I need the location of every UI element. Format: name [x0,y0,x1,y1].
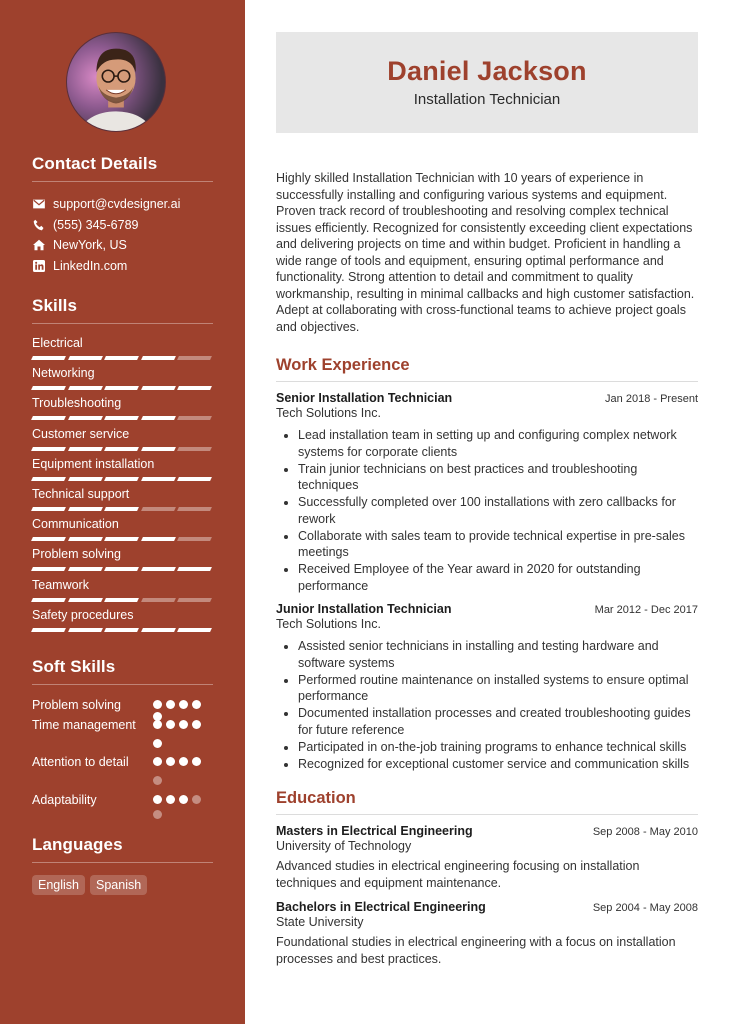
job-dates: Mar 2012 - Dec 2017 [594,604,698,616]
skill-segment-filled [31,386,65,390]
skill-name: Electrical [32,336,83,350]
soft-skill-name: Adaptability [32,793,97,807]
contact-phone-text: (555) 345-6789 [53,217,139,232]
rating-dot-filled [179,795,188,804]
rating-dot-filled [192,757,201,766]
rating-dot-empty [192,795,201,804]
job-bullet: • Assisted senior technicians in installing and testing hardware and software systems [298,638,698,671]
skill-segment-filled [177,628,211,632]
skill-level-bar [32,507,213,511]
header-box [276,32,698,133]
skill-segment-empty [177,416,211,420]
skill-name: Teamwork [32,577,89,592]
skill-segment-filled [68,416,102,420]
job-bullet: • Collaborate with sales team to provide technical expertise in pre-sales meetings [298,528,698,561]
skill-segment-filled [104,628,138,632]
education-list [276,824,698,967]
skill-segment-filled [104,598,138,602]
skill-segment-filled [68,628,102,632]
skill-name: Problem solving [32,547,121,562]
job-entry [276,391,698,594]
skill-level-bar [32,477,213,481]
skill-segment-filled [177,567,211,571]
job-company: Tech Solutions Inc. [276,406,381,420]
soft-skill-item [32,697,213,717]
contact-linkedin-text: LinkedIn.com [53,258,128,273]
contact-location-text: NewYork, US [53,238,127,253]
soft-skills-list [32,697,213,822]
rating-dot-filled [153,700,162,709]
rating-dot-filled [179,720,188,729]
rating-dot-filled [153,795,162,804]
skill-segment-filled [68,356,102,360]
soft-skill-rating [153,717,213,754]
school: University of Technology [276,839,412,853]
skills-title: Skills [32,296,213,324]
skill-segment-empty [177,447,211,451]
skill-level-bar [32,567,213,571]
rating-dot-filled [153,720,162,729]
job-header [276,391,698,405]
skill-segment-filled [141,537,175,541]
language-pill: Spanish [90,875,147,895]
job-entry [276,602,698,772]
job-title: Installation Technician [413,91,561,108]
skill-segment-filled [68,537,102,541]
skill-segment-filled [141,567,175,571]
skill-item [32,608,213,638]
soft-skill-rating [153,754,213,792]
skill-segment-filled [104,537,138,541]
linkedin-icon [32,259,46,273]
skill-segment-filled [177,477,211,481]
skill-segment-filled [104,477,138,481]
skill-segment-filled [68,598,102,602]
skill-segment-filled [31,447,65,451]
rating-dot-empty [153,776,162,785]
soft-skill-name: Attention to detail [32,755,129,769]
skill-segment-filled [68,386,102,390]
skill-item [32,547,213,577]
contact-email-text: support@cvdesigner.ai [53,197,181,212]
contact-linkedin[interactable] [32,256,213,277]
languages-list [32,875,213,895]
skill-segment-filled [68,507,102,511]
education-description: Advanced studies in electrical engineering focusing on installation techniques and equipment maintenance. [276,859,640,890]
rating-dot-filled [153,739,162,748]
soft-skill-name: Time management [32,718,136,732]
rating-dot-filled [166,700,175,709]
soft-skill-item [32,717,213,754]
skill-segment-filled [141,416,175,420]
skill-name: Communication [32,517,119,532]
skill-level-bar [32,537,213,541]
job-dates: Jan 2018 - Present [605,393,698,405]
contact-location [32,235,213,256]
skill-segment-filled [104,416,138,420]
skill-segment-empty [177,356,211,360]
rating-dot-filled [166,720,175,729]
job-bullet: • Performed routine maintenance on installed systems to ensure optimal performance [298,672,698,705]
skill-segment-filled [31,628,65,632]
rating-dot-filled [179,757,188,766]
skill-segment-filled [31,567,65,571]
degree: Bachelors in Electrical Engineering [276,900,486,914]
job-bullets [276,427,698,594]
skills-section [32,296,213,638]
soft-skills-section [32,657,213,822]
skills-list [32,336,213,638]
rating-dot-filled [192,720,201,729]
skill-level-bar [32,628,213,632]
skill-segment-filled [31,356,65,360]
soft-skill-rating [153,792,213,822]
avatar [66,32,166,132]
profile-photo-icon [67,33,165,131]
skill-segment-filled [68,567,102,571]
job-bullets [276,638,698,772]
job-header [276,602,698,616]
skill-segment-filled [68,447,102,451]
skill-name: Troubleshooting [32,396,122,411]
soft-skill-name: Problem solving [32,698,121,712]
soft-skill-item [32,792,213,822]
skill-segment-filled [104,447,138,451]
skill-name: Customer service [32,426,130,441]
rating-dot-filled [192,700,201,709]
skill-level-bar [32,386,213,390]
education-description: Foundational studies in electrical engineering with a focus on installation processes and best practices. [276,935,676,966]
soft-skill-item [32,754,213,792]
contact-email[interactable] [32,194,213,215]
skill-segment-filled [141,477,175,481]
skill-item [32,457,213,487]
main-content [276,32,698,967]
skill-name: Safety procedures [32,607,134,622]
job-bullet: • Participated in on-the-job training programs to enhance technical skills [298,739,698,756]
skill-name: Equipment installation [32,456,155,471]
skill-level-bar [32,416,213,420]
skill-segment-filled [104,356,138,360]
jobs-list [276,391,698,772]
person-name: Daniel Jackson [387,56,587,86]
education-title: Education [276,789,698,815]
skill-name: Networking [32,366,95,381]
skill-segment-empty [177,598,211,602]
skill-segment-filled [141,447,175,451]
job-bullet: • Lead installation team in setting up and configuring complex network systems for corporate clients [298,427,698,460]
job-bullet: • Documented installation processes and created troubleshooting guides for future reference [298,705,698,738]
skill-item [32,336,213,366]
sidebar [0,0,245,1024]
skill-segment-empty [177,507,211,511]
rating-dot-filled [166,795,175,804]
job-role: Senior Installation Technician [276,391,453,405]
skill-segment-empty [141,507,175,511]
phone-icon [32,218,46,232]
education-dates: Sep 2008 - May 2010 [592,826,698,838]
home-icon [32,238,46,252]
skill-segment-filled [177,386,211,390]
languages-section [32,835,213,895]
skill-level-bar [32,356,213,360]
skill-segment-filled [68,477,102,481]
skill-segment-filled [141,356,175,360]
rating-dot-empty [153,810,162,819]
job-bullet: • Train junior technicians on best practices and troubleshooting techniques [298,461,698,494]
job-bullet: • Recognized for exceptional customer service and communication skills [298,756,698,773]
summary: Highly skilled Installation Technician with 10 years of experience in successfully installing and configuring various systems and equipment. Proven track record of troubleshooting and resolving complex technical issues efficiently. Recognized for consistently exceeding client expectations and delivering projects on time and within budget. Proficient in handling a wide range of tools and equipment, ensuring optimal performance and functionality. Strong attention to detail and commitment to quality workmanship, resulting in minimal callbacks and high customer satisfaction. Adept at collaborating with cross-functional teams to achieve project goals and objectives. [276,171,695,334]
language-pill: English [32,875,85,895]
rating-dot-filled [179,700,188,709]
work-experience-title: Work Experience [276,356,698,382]
skill-item [32,427,213,457]
skill-item [32,366,213,396]
job-bullet: • Received Employee of the Year award in 2020 for outstanding performance [298,561,698,594]
skill-segment-filled [31,416,65,420]
skill-segment-filled [31,507,65,511]
skill-segment-filled [31,537,65,541]
skill-segment-filled [31,477,65,481]
skill-segment-filled [104,507,138,511]
contact-phone[interactable] [32,215,213,236]
skill-segment-filled [141,386,175,390]
soft-skills-title: Soft Skills [32,657,213,685]
skill-segment-filled [104,386,138,390]
skill-item [32,578,213,608]
degree: Masters in Electrical Engineering [276,824,473,838]
languages-title: Languages [32,835,213,863]
contact-section [32,154,213,276]
skill-item [32,487,213,517]
education-header [276,900,698,914]
skill-item [32,517,213,547]
rating-dot-filled [153,757,162,766]
education-entry [276,900,698,967]
education-entry [276,824,698,891]
contact-title: Contact Details [32,154,213,182]
job-role: Junior Installation Technician [276,602,452,616]
job-company: Tech Solutions Inc. [276,617,381,631]
skill-level-bar [32,447,213,451]
school: State University [276,915,364,929]
job-bullet: • Successfully completed over 100 installations with zero callbacks for rework [298,494,698,527]
soft-skill-rating [153,697,213,717]
skill-segment-filled [31,598,65,602]
skill-segment-empty [177,537,211,541]
skill-item [32,396,213,426]
skill-name: Technical support [32,486,130,501]
skill-segment-filled [141,628,175,632]
skill-segment-empty [141,598,175,602]
work-experience-section [276,356,698,772]
education-header [276,824,698,838]
skill-level-bar [32,598,213,602]
rating-dot-filled [166,757,175,766]
education-dates: Sep 2004 - May 2008 [592,902,698,914]
skill-segment-filled [104,567,138,571]
email-icon [32,197,46,211]
education-section [276,789,698,967]
